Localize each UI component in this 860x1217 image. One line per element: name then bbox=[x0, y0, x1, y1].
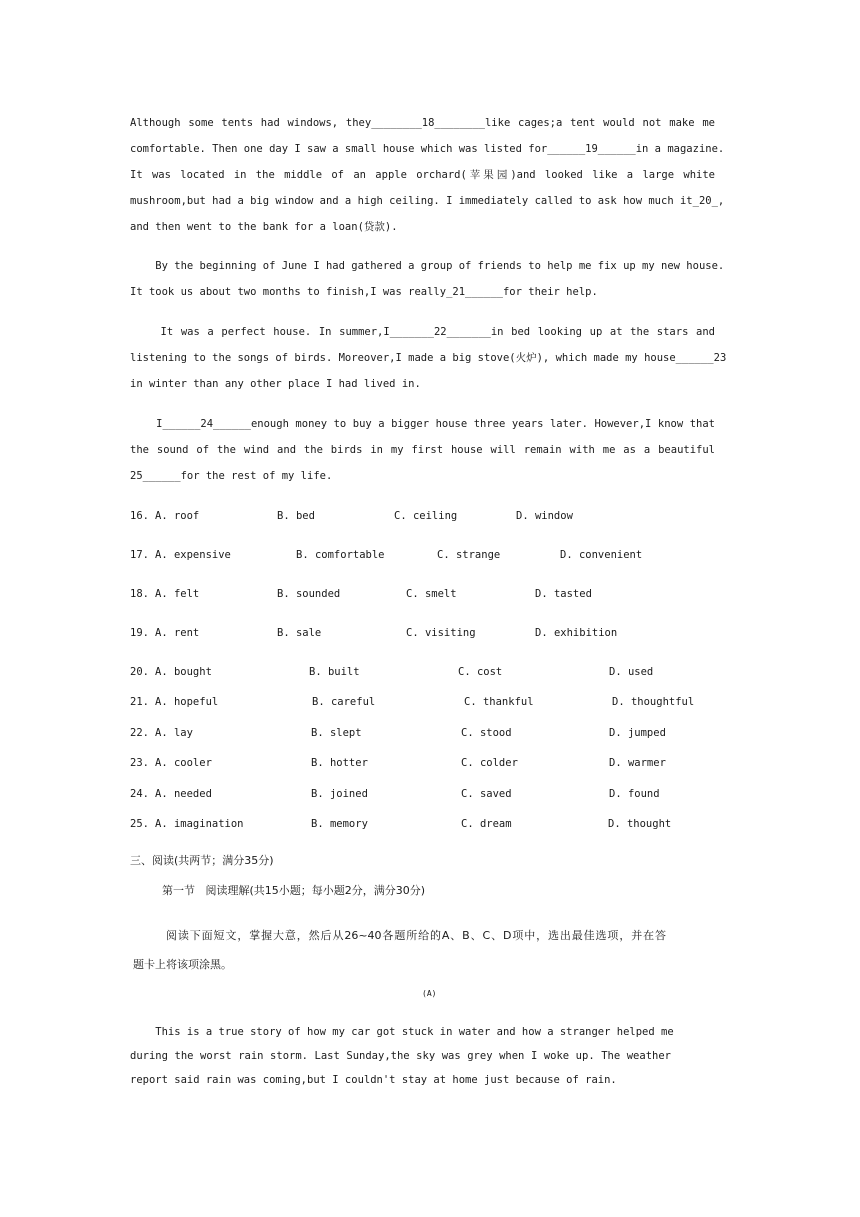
option-b[interactable]: B. hotter bbox=[311, 757, 368, 769]
option-c[interactable]: C. smelt bbox=[406, 588, 457, 600]
question-20 bbox=[130, 662, 654, 682]
question-number: 25. bbox=[130, 818, 149, 830]
question-number: 22. bbox=[130, 727, 149, 739]
section-heading: 三、阅读(共两节；满分35分) bbox=[130, 854, 274, 867]
passage-line: report said rain was coming,but I couldn't stay at home just because of rain. bbox=[130, 1074, 617, 1086]
option-b[interactable]: B. sale bbox=[277, 627, 322, 639]
option-b[interactable]: B. built bbox=[309, 666, 360, 678]
question-25 bbox=[130, 814, 672, 834]
question-16 bbox=[130, 506, 573, 526]
passage-line: the sound of the wind and the birds in my first house will remain with me as a beautiful bbox=[130, 444, 715, 456]
passage-paragraph-1 bbox=[130, 110, 725, 240]
option-d[interactable]: D. tasted bbox=[535, 588, 592, 600]
passage-label: (A) bbox=[422, 989, 437, 998]
question-number: 19. bbox=[130, 627, 149, 639]
passage-line: 25______for the rest of my life. bbox=[130, 470, 333, 482]
option-b[interactable]: B. sounded bbox=[277, 588, 341, 600]
passage-line: Although some tents had windows, they________18________like cages;a tent would not make me bbox=[130, 117, 715, 129]
option-a[interactable]: A. expensive bbox=[155, 549, 231, 561]
option-c[interactable]: C. saved bbox=[461, 788, 512, 800]
instructions-line: 阅读下面短文，掌握大意，然后从26~40各题所给的A、B、C、D项中，选出最佳选项，并在答 bbox=[166, 929, 666, 942]
option-a[interactable]: A. hopeful bbox=[155, 696, 219, 708]
passage-line: I______24______enough money to buy a bigger house three years later. However,I know that bbox=[130, 418, 715, 430]
passage-line: mushroom,but had a big window and a high ceiling. I immediately called to ask how much it_20_, bbox=[130, 195, 725, 207]
passage-line: This is a true story of how my car got stuck in water and how a stranger helped me bbox=[130, 1026, 674, 1038]
question-number: 17. bbox=[130, 549, 149, 561]
option-d[interactable]: D. window bbox=[516, 510, 573, 522]
subsection-heading: 第一节 阅读理解(共15小题；每小题2分，满分30分) bbox=[162, 884, 426, 897]
passage-line: listening to the songs of birds. Moreover,I made a big stove(火炉), which made my house______23 bbox=[130, 352, 727, 364]
option-b[interactable]: B. bed bbox=[277, 510, 315, 522]
option-a[interactable]: A. roof bbox=[155, 510, 200, 522]
passage-line: It took us about two months to finish,I was really_21______for their help. bbox=[130, 286, 598, 298]
reading-paragraph bbox=[130, 1020, 674, 1092]
passage-paragraph-2 bbox=[130, 253, 725, 305]
question-number: 16. bbox=[130, 510, 149, 522]
question-21 bbox=[130, 692, 695, 712]
question-19 bbox=[130, 623, 618, 643]
option-c[interactable]: C. dream bbox=[461, 818, 512, 830]
option-d[interactable]: D. used bbox=[609, 666, 654, 678]
option-c[interactable]: C. stood bbox=[461, 727, 512, 739]
question-number: 21. bbox=[130, 696, 149, 708]
option-b[interactable]: B. comfortable bbox=[296, 549, 385, 561]
option-d[interactable]: D. convenient bbox=[560, 549, 643, 561]
option-b[interactable]: B. joined bbox=[311, 788, 368, 800]
option-c[interactable]: C. visiting bbox=[406, 627, 476, 639]
option-c[interactable]: C. strange bbox=[437, 549, 501, 561]
option-a[interactable]: A. lay bbox=[155, 727, 193, 739]
option-b[interactable]: B. careful bbox=[312, 696, 376, 708]
passage-paragraph-4 bbox=[130, 411, 715, 489]
passage-line: It was located in the middle of an apple orchard(苹果园)and looked like a large white bbox=[130, 169, 715, 181]
option-b[interactable]: B. memory bbox=[311, 818, 368, 830]
option-c[interactable]: C. colder bbox=[461, 757, 518, 769]
question-number: 24. bbox=[130, 788, 149, 800]
question-24 bbox=[130, 784, 660, 804]
question-number: 23. bbox=[130, 757, 149, 769]
passage-line: comfortable. Then one day I saw a small house which was listed for______19______in a magazine. bbox=[130, 143, 725, 155]
option-d[interactable]: D. exhibition bbox=[535, 627, 618, 639]
option-d[interactable]: D. warmer bbox=[609, 757, 666, 769]
option-d[interactable]: D. thought bbox=[608, 818, 672, 830]
option-b[interactable]: B. slept bbox=[311, 727, 362, 739]
option-a[interactable]: A. needed bbox=[155, 788, 212, 800]
question-22 bbox=[130, 723, 666, 743]
option-a[interactable]: A. imagination bbox=[155, 818, 244, 830]
passage-line: By the beginning of June I had gathered a group of friends to help me fix up my new house. bbox=[130, 260, 725, 272]
passage-line: and then went to the bank for a loan(贷款). bbox=[130, 221, 398, 233]
question-18 bbox=[130, 584, 592, 604]
passage-line: It was a perfect house. In summer,I_______22_______in bed looking up at the stars and bbox=[130, 326, 715, 338]
question-number: 18. bbox=[130, 588, 149, 600]
option-d[interactable]: D. found bbox=[609, 788, 660, 800]
passage-paragraph-3 bbox=[130, 319, 727, 397]
option-c[interactable]: C. ceiling bbox=[394, 510, 458, 522]
passage-line: in winter than any other place I had lived in. bbox=[130, 378, 421, 390]
option-d[interactable]: D. jumped bbox=[609, 727, 666, 739]
option-a[interactable]: A. rent bbox=[155, 627, 200, 639]
option-a[interactable]: A. bought bbox=[155, 666, 212, 678]
question-17 bbox=[130, 545, 643, 565]
option-a[interactable]: A. cooler bbox=[155, 757, 212, 769]
option-a[interactable]: A. felt bbox=[155, 588, 200, 600]
passage-line: during the worst rain storm. Last Sunday,the sky was grey when I woke up. The weather bbox=[130, 1050, 671, 1062]
option-c[interactable]: C. thankful bbox=[464, 696, 534, 708]
instructions-line: 题卡上将该项涂黑。 bbox=[133, 958, 232, 971]
question-23 bbox=[130, 753, 666, 773]
option-c[interactable]: C. cost bbox=[458, 666, 503, 678]
question-number: 20. bbox=[130, 666, 149, 678]
option-d[interactable]: D. thoughtful bbox=[612, 696, 695, 708]
